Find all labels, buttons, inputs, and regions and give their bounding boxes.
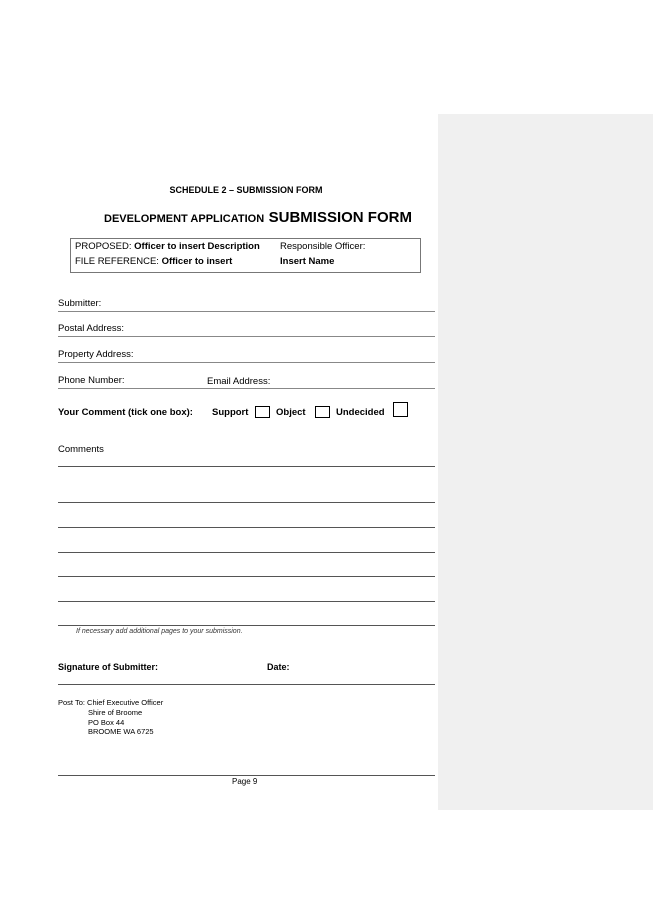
page-number: Page 9 <box>232 777 258 786</box>
comment-line-3[interactable] <box>58 527 435 528</box>
post-to-line-4: BROOME WA 6725 <box>88 727 154 736</box>
property-address-label: Property Address: <box>58 349 134 360</box>
comment-line-4[interactable] <box>58 552 435 553</box>
undecided-label: Undecided <box>336 407 385 418</box>
postal-address-label: Postal Address: <box>58 323 125 334</box>
comments-label: Comments <box>58 444 104 455</box>
additional-pages-note: If necessary add additional pages to your submission. <box>76 628 243 635</box>
form-title-big: SUBMISSION FORM <box>268 209 412 226</box>
comment-line-2[interactable] <box>58 502 435 503</box>
object-label: Object <box>276 407 306 418</box>
responsible-officer-value: Insert Name <box>280 256 335 267</box>
file-reference-row <box>75 256 232 267</box>
comment-line-6[interactable] <box>58 601 435 602</box>
schedule-title: SCHEDULE 2 – SUBMISSION FORM <box>169 185 323 195</box>
postal-address-field[interactable] <box>58 336 435 337</box>
phone-number-label: Phone Number: <box>58 375 125 386</box>
undecided-checkbox[interactable] <box>393 402 408 417</box>
comment-choice-label: Your Comment (tick one box): <box>58 407 193 418</box>
comment-line-5[interactable] <box>58 576 435 577</box>
footer-rule <box>58 775 435 776</box>
email-address-label: Email Address: <box>207 376 271 387</box>
date-label: Date: <box>267 662 290 672</box>
comment-line-7[interactable] <box>58 625 435 626</box>
comment-line-1[interactable] <box>58 466 435 467</box>
post-to-line-3: PO Box 44 <box>88 718 125 727</box>
form-title-small: DEVELOPMENT APPLICATION <box>104 213 265 225</box>
signature-line[interactable] <box>58 684 435 685</box>
support-label: Support <box>212 407 249 418</box>
submitter-label: Submitter: <box>58 298 102 309</box>
signature-label: Signature of Submitter: <box>58 662 159 672</box>
file-reference-value: Officer to insert <box>161 256 233 267</box>
submitter-field[interactable] <box>58 311 435 312</box>
object-checkbox[interactable] <box>315 406 330 418</box>
phone-email-field[interactable] <box>58 388 435 389</box>
proposed-row <box>75 241 260 252</box>
post-to-line-1: Post To: Chief Executive Officer <box>58 698 164 707</box>
proposed-value: Officer to insert Description <box>134 241 260 252</box>
application-info-box <box>70 238 421 273</box>
file-reference-label: FILE REFERENCE: <box>75 256 159 267</box>
property-address-field[interactable] <box>58 362 435 363</box>
form-title <box>0 209 516 227</box>
support-checkbox[interactable] <box>255 406 270 418</box>
responsible-officer-label: Responsible Officer: <box>280 241 366 252</box>
proposed-label: PROPOSED: <box>75 241 132 252</box>
post-to-line-2: Shire of Broome <box>88 708 143 717</box>
